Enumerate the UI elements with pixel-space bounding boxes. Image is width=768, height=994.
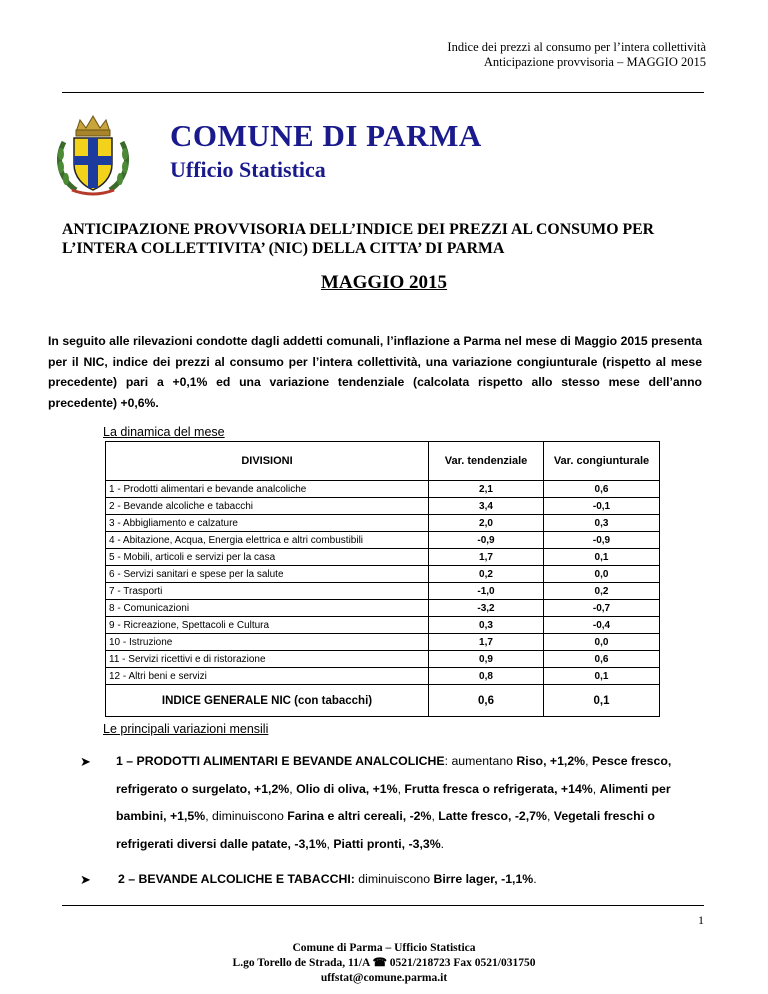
var-congiunturale: 0,3 bbox=[544, 515, 660, 532]
division-name: 2 - Bevande alcoliche e tabacchi bbox=[106, 498, 429, 515]
total-var-tendenziale: 0,6 bbox=[429, 685, 544, 717]
bullet-item: Vegetali freschi o refrigerati diversi dalle patate, -3,1% bbox=[116, 809, 655, 851]
section-title-monthly-changes: Le principali variazioni mensili bbox=[103, 722, 269, 736]
division-name: 1 - Prodotti alimentari e bevande analcoliche bbox=[106, 481, 429, 498]
var-congiunturale: 0,2 bbox=[544, 583, 660, 600]
division-name: 11 - Servizi ricettivi e di ristorazione bbox=[106, 651, 429, 668]
bullet-text bbox=[118, 866, 686, 894]
division-name: 5 - Mobili, articoli e servizi per la casa bbox=[106, 549, 429, 566]
division-name: 9 - Ricreazione, Spettacoli e Cultura bbox=[106, 617, 429, 634]
var-tendenziale: -0,9 bbox=[429, 532, 544, 549]
bullet-separator: , bbox=[585, 754, 592, 768]
bullet-category: 2 – BEVANDE ALCOLICHE E TABACCHI: bbox=[118, 872, 355, 886]
bullet-connector: , diminuiscono bbox=[205, 809, 288, 823]
var-tendenziale: -1,0 bbox=[429, 583, 544, 600]
intro-paragraph: In seguito alle rilevazioni condotte dagli addetti comunali, l’inflazione a Parma nel mese di Maggio 2015 presenta per il NIC, indice dei prezzi al consumo per l’intera collettività, una variazione congiunturale (rispetto al mese precedente) pari a +0,1% ed una variazione tendenziale (calcolata rispetto allo stesso mese dell’anno precedente) +0,6%. bbox=[48, 334, 702, 410]
division-name: 12 - Altri beni e servizi bbox=[106, 668, 429, 685]
division-name: 10 - Istruzione bbox=[106, 634, 429, 651]
bullet-item-food bbox=[80, 748, 700, 863]
var-congiunturale: 0,6 bbox=[544, 481, 660, 498]
var-congiunturale: -0,1 bbox=[544, 498, 660, 515]
footer-office: Comune di Parma – Ufficio Statistica bbox=[292, 942, 476, 954]
comune-title: COMUNE DI PARMA bbox=[170, 118, 482, 153]
footer-contacts bbox=[0, 956, 768, 971]
bullet-item-beverages bbox=[80, 866, 700, 894]
footer-rule bbox=[62, 905, 704, 906]
table-row bbox=[106, 498, 660, 515]
parma-coat-of-arms-logo bbox=[52, 112, 134, 196]
bullet-connector: : aumentano bbox=[444, 754, 517, 768]
var-congiunturale: -0,7 bbox=[544, 600, 660, 617]
arrow-bullet-icon: ➤ bbox=[80, 754, 91, 769]
total-var-congiunturale: 0,1 bbox=[544, 685, 660, 717]
footer-address: L.go Torello de Strada, 11/A bbox=[232, 957, 373, 969]
telephone-icon: ☎ bbox=[372, 957, 387, 969]
bullet-separator: . bbox=[440, 836, 445, 851]
header-rule bbox=[62, 92, 704, 93]
bullet-connector: diminuiscono bbox=[354, 872, 434, 886]
page-footer bbox=[0, 941, 768, 986]
table-row bbox=[106, 532, 660, 549]
var-congiunturale: 0,1 bbox=[544, 668, 660, 685]
var-tendenziale: 0,2 bbox=[429, 566, 544, 583]
month-label: MAGGIO 2015 bbox=[320, 272, 448, 293]
bullet-separator: . bbox=[533, 872, 537, 886]
bullet-item: Olio di oliva, +1% bbox=[296, 781, 398, 796]
var-tendenziale: 2,1 bbox=[429, 481, 544, 498]
bullet-item: Pesce fresco, refrigerato o surgelato, +1,2% bbox=[116, 754, 672, 796]
header-divisions: DIVISIONI bbox=[106, 442, 429, 481]
header-line-2: Anticipazione provvisoria – MAGGIO 2015 bbox=[483, 55, 706, 69]
var-congiunturale: -0,9 bbox=[544, 532, 660, 549]
table-total-row bbox=[106, 685, 660, 717]
bullet-separator: , bbox=[431, 809, 439, 823]
bullet-category: 1 – PRODOTTI ALIMENTARI E BEVANDE ANALCOLICHE bbox=[116, 754, 445, 768]
header-line-1: Indice dei prezzi al consumo per l’intera collettività bbox=[447, 40, 706, 54]
footer-email[interactable]: uffstat@comune.parma.it bbox=[320, 972, 448, 984]
arrow-bullet-icon: ➤ bbox=[80, 872, 91, 887]
table-row bbox=[106, 583, 660, 600]
bullet-item: Latte fresco, -2,7% bbox=[438, 809, 547, 823]
table-row bbox=[106, 617, 660, 634]
var-congiunturale: -0,4 bbox=[544, 617, 660, 634]
main-heading: ANTICIPAZIONE PROVVISORIA DELL’INDICE DEI PREZZI AL CONSUMO PER L’INTERA COLLETTIVITA’ (NIC) DELLA CITTA’ DI PARMA bbox=[62, 221, 655, 257]
bullet-item: Farina e altri cereali, -2% bbox=[287, 809, 432, 823]
table-row bbox=[106, 651, 660, 668]
division-name: 4 - Abitazione, Acqua, Energia elettrica e altri combustibili bbox=[106, 532, 429, 549]
bullet-separator: , bbox=[326, 836, 334, 851]
division-name: 3 - Abbigliamento e calzature bbox=[106, 515, 429, 532]
bullet-item: Frutta fresca o refrigerata, +14% bbox=[404, 781, 593, 796]
bullet-separator: , bbox=[546, 809, 554, 823]
bullet-text bbox=[116, 748, 684, 858]
table-row bbox=[106, 600, 660, 617]
page-header bbox=[447, 40, 706, 70]
var-tendenziale: 0,3 bbox=[429, 617, 544, 634]
total-label: INDICE GENERALE NIC (con tabacchi) bbox=[106, 685, 429, 717]
bullet-item: Birre lager, -1,1% bbox=[433, 872, 534, 886]
table-row bbox=[106, 549, 660, 566]
page-number: 1 bbox=[698, 913, 704, 927]
table-row bbox=[106, 566, 660, 583]
footer-phone-fax: 0521/218723 Fax 0521/031750 bbox=[386, 957, 536, 969]
division-name: 6 - Servizi sanitari e spese per la salute bbox=[106, 566, 429, 583]
month-title bbox=[0, 272, 768, 294]
var-tendenziale: 2,0 bbox=[429, 515, 544, 532]
section-title-monthly-dynamics: La dinamica del mese bbox=[103, 425, 225, 439]
var-tendenziale: 0,9 bbox=[429, 651, 544, 668]
office-subtitle: Ufficio Statistica bbox=[170, 157, 326, 182]
bullet-item: Alimenti per bambini, +1,5% bbox=[116, 781, 671, 823]
var-tendenziale: 0,8 bbox=[429, 668, 544, 685]
var-congiunturale: 0,6 bbox=[544, 651, 660, 668]
division-name: 8 - Comunicazioni bbox=[106, 600, 429, 617]
var-tendenziale: -3,2 bbox=[429, 600, 544, 617]
var-tendenziale: 3,4 bbox=[429, 498, 544, 515]
bullet-separator: , bbox=[289, 781, 297, 796]
bullet-separator: , bbox=[592, 781, 600, 796]
var-congiunturale: 0,1 bbox=[544, 549, 660, 566]
var-tendenziale: 1,7 bbox=[429, 549, 544, 566]
table-row bbox=[106, 515, 660, 532]
table-row bbox=[106, 634, 660, 651]
divisions-table bbox=[105, 441, 660, 717]
var-congiunturale: 0,0 bbox=[544, 566, 660, 583]
bullet-item: Riso, +1,2% bbox=[516, 754, 586, 768]
var-tendenziale: 1,7 bbox=[429, 634, 544, 651]
table-row bbox=[106, 668, 660, 685]
division-name: 7 - Trasporti bbox=[106, 583, 429, 600]
table-header-row bbox=[106, 442, 660, 481]
header-var-tendenziale: Var. tendenziale bbox=[429, 442, 544, 481]
header-var-congiunturale: Var. congiunturale bbox=[544, 442, 660, 481]
bullet-separator: , bbox=[397, 781, 405, 796]
var-congiunturale: 0,0 bbox=[544, 634, 660, 651]
bullet-item: Piatti pronti, -3,3% bbox=[333, 836, 441, 851]
table-row bbox=[106, 481, 660, 498]
